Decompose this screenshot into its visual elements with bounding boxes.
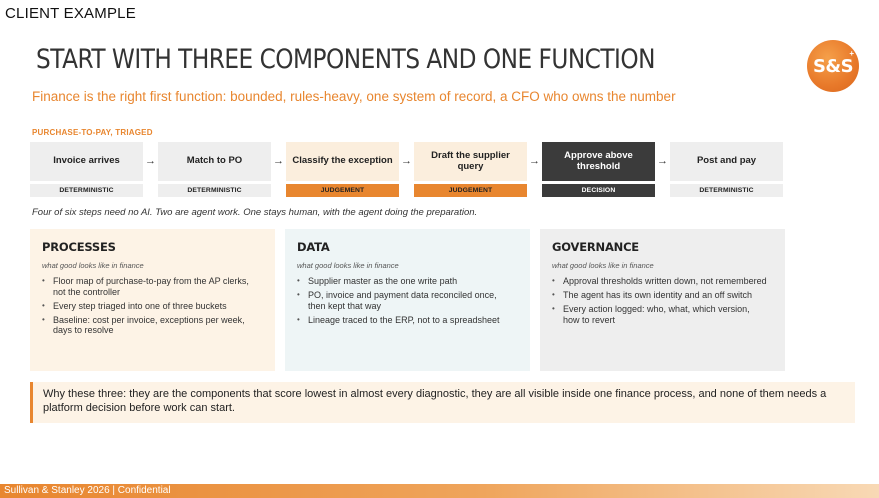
process-caption: Four of six steps need no AI. Two are agent work. One stays human, with the agent doing the preparation. bbox=[32, 207, 478, 218]
badge-deterministic: DETERMINISTIC bbox=[30, 184, 143, 197]
step-label: Post and pay bbox=[696, 155, 757, 167]
list-item: • Floor map of purchase-to-pay from the AP clerks, not the controller bbox=[42, 276, 263, 297]
list-item: • Every action logged: who, what, which version, how to revert bbox=[552, 304, 773, 325]
callout-box: Why these three: they are the components that score lowest in almost every diagnostic, they are all visible inside one finance process, and none of them needs a platform decision before work can start. bbox=[30, 382, 855, 423]
list-item: • Every step triaged into one of three buckets bbox=[42, 301, 263, 312]
footer-text: Sullivan & Stanley 2026 | Confidential bbox=[4, 485, 171, 496]
card-list bbox=[297, 276, 518, 325]
client-example-tag: CLIENT EXAMPLE bbox=[5, 5, 136, 22]
badge-decision: DECISION bbox=[542, 184, 655, 197]
arrow-right-icon: → bbox=[657, 155, 668, 167]
step-match-to-po bbox=[158, 142, 271, 181]
card-governance bbox=[540, 229, 785, 371]
step-classify-exception bbox=[286, 142, 399, 181]
card-title: GOVERNANCE bbox=[552, 240, 639, 254]
badge-judgement: JUDGEMENT bbox=[286, 184, 399, 197]
logo-text: S&S bbox=[812, 55, 854, 77]
card-list bbox=[552, 276, 773, 325]
step-post-and-pay bbox=[670, 142, 783, 181]
card-processes bbox=[30, 229, 275, 371]
card-data bbox=[285, 229, 530, 371]
card-subtitle: what good looks like in finance bbox=[552, 261, 654, 270]
step-approve-above-threshold bbox=[542, 142, 655, 181]
arrow-right-icon: → bbox=[401, 155, 412, 167]
list-item: • Supplier master as the one write path bbox=[297, 276, 518, 287]
card-title: DATA bbox=[297, 240, 330, 254]
card-list bbox=[42, 276, 263, 336]
list-item: • PO, invoice and payment data reconciled once, then kept that way bbox=[297, 290, 518, 311]
arrow-right-icon: → bbox=[529, 155, 540, 167]
logo-plus-mark: + bbox=[849, 49, 854, 58]
step-label: Invoice arrives bbox=[53, 155, 120, 167]
step-draft-supplier-query bbox=[414, 142, 527, 181]
step-label: Draft the supplier query bbox=[431, 149, 510, 172]
list-item: • The agent has its own identity and an off switch bbox=[552, 290, 773, 301]
badge-judgement: JUDGEMENT bbox=[414, 184, 527, 197]
badge-deterministic: DETERMINISTIC bbox=[158, 184, 271, 197]
list-item: • Lineage traced to the ERP, not to a spreadsheet bbox=[297, 315, 518, 326]
page-title: START WITH THREE COMPONENTS AND ONE FUNCTION bbox=[36, 44, 655, 75]
sns-logo bbox=[807, 40, 859, 92]
step-invoice-arrives bbox=[30, 142, 143, 181]
card-subtitle: what good looks like in finance bbox=[42, 261, 144, 270]
card-title: PROCESSES bbox=[42, 240, 116, 254]
arrow-right-icon: → bbox=[145, 155, 156, 167]
arrow-right-icon: → bbox=[273, 155, 284, 167]
step-label: Approve above threshold bbox=[564, 149, 633, 172]
list-item: • Approval thresholds written down, not remembered bbox=[552, 276, 773, 287]
step-label: Match to PO bbox=[186, 155, 243, 167]
page-subtitle: Finance is the right first function: bounded, rules-heavy, one system of record, a CFO who owns the number bbox=[32, 89, 676, 104]
card-subtitle: what good looks like in finance bbox=[297, 261, 399, 270]
footer-bar bbox=[0, 484, 879, 498]
step-label: Classify the exception bbox=[292, 155, 393, 167]
process-label: PURCHASE-TO-PAY, TRIAGED bbox=[32, 128, 153, 137]
badge-deterministic: DETERMINISTIC bbox=[670, 184, 783, 197]
list-item: • Baseline: cost per invoice, exceptions per week, days to resolve bbox=[42, 315, 263, 336]
